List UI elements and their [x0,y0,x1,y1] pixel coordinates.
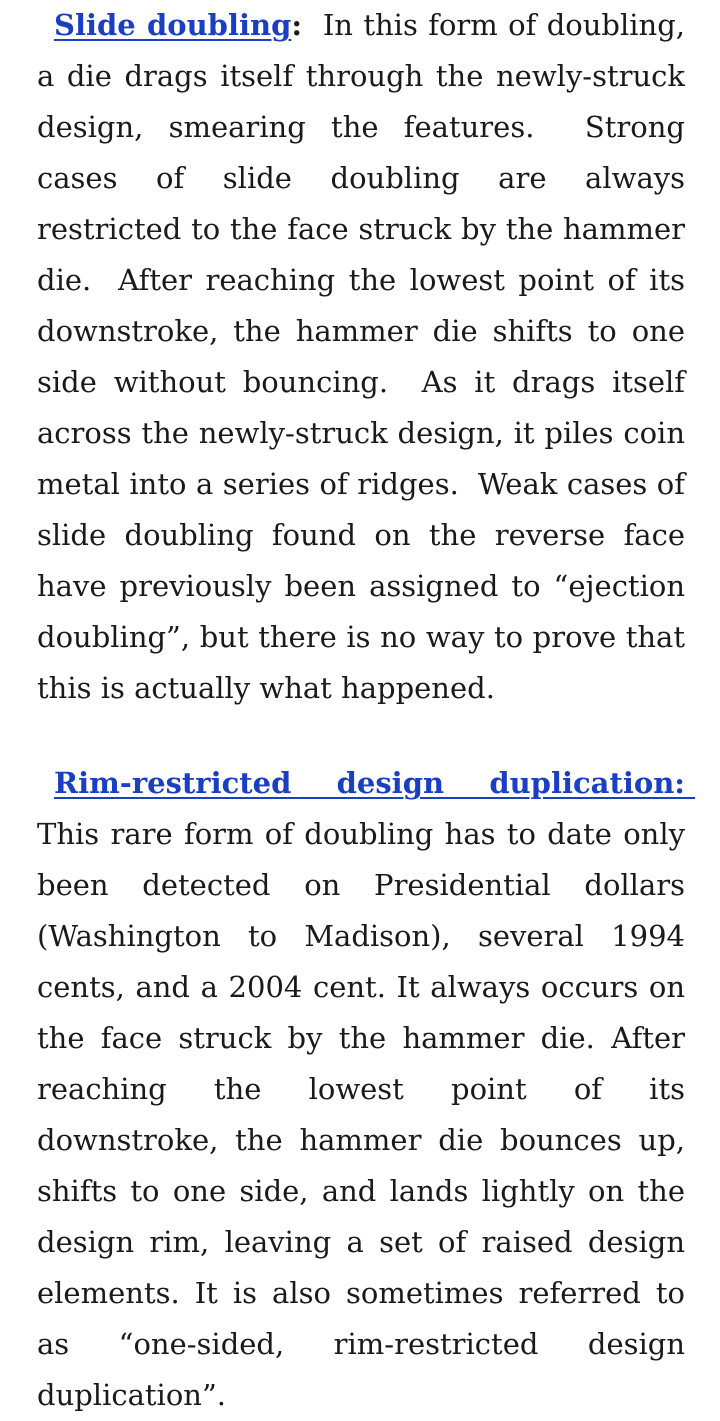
rim-restricted-link[interactable]: Rim-restricted design duplication: [54,766,696,800]
paragraph-rim-restricted [37,758,696,1421]
term-colon: : [291,8,303,42]
paragraph-slide-doubling [37,0,695,714]
document-page [37,0,696,1421]
slide-doubling-body: In this form of doubling, a die drags itself through the newly-struck design, smearing the features. Strong cases of slide doubling are always restricted to the face struck by the hammer die. After reaching the lowest point of its downstroke, the hammer die shifts to one side without bouncing. As it drags itself across the newly-struck design, it piles coin metal into a series of ridges. Weak cases of slide doubling found on the reverse face have previously been assigned to “ejection doubling”, but there is no way to prove that this is actually what happened. [37,8,695,705]
slide-doubling-link[interactable]: Slide doubling [54,8,292,42]
rim-restricted-body: This rare form of doubling has to date only been detected on Presidential dollars (Washington to Madison), several 1994 cents, and a 2004 cent. It always occurs on the face struck by the hammer die. After reaching the lowest point of its downstroke, the hammer die bounces up, shifts to one side, and lands lightly on the design rim, leaving a set of raised design elements. It is also sometimes referred to as “one-sided, rim-restricted design duplication”. [37,817,685,1412]
